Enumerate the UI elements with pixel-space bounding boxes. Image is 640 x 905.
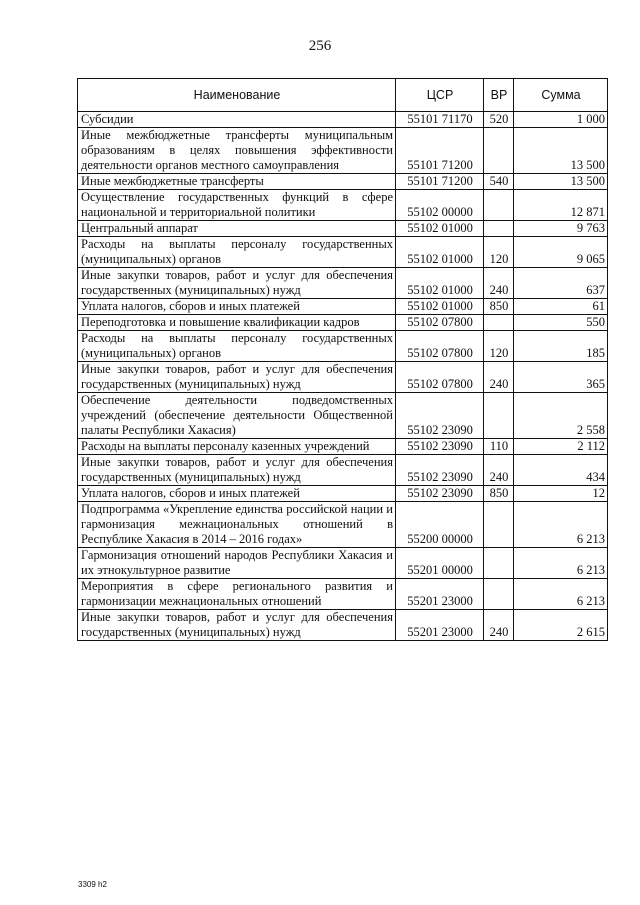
row-csr: 55102 07800 (396, 362, 484, 393)
row-name: Центральный аппарат (78, 221, 396, 237)
table-row (78, 299, 608, 315)
row-vr (484, 502, 514, 548)
row-vr: 850 (484, 486, 514, 502)
row-csr: 55102 07800 (396, 315, 484, 331)
table-row (78, 112, 608, 128)
row-vr: 520 (484, 112, 514, 128)
row-name: Подпрограмма «Укрепление единства российской нации и гармонизация межнациональных отношений в Республике Хакасия в 2014 – 2016 годах» (78, 502, 396, 548)
row-csr: 55102 23090 (396, 455, 484, 486)
row-name: Субсидии (78, 112, 396, 128)
table-row (78, 455, 608, 486)
row-name: Иные межбюджетные трансферты муниципальным образованиям в целях повышения эффективности деятельности органов местного самоуправления (78, 128, 396, 174)
row-name: Иные закупки товаров, работ и услуг для обеспечения государственных (муниципальных) нужд (78, 268, 396, 299)
header-csr: ЦСР (396, 79, 484, 112)
table-row (78, 331, 608, 362)
row-name: Гармонизация отношений народов Республики Хакасия и их этнокультурное развитие (78, 548, 396, 579)
row-csr: 55201 23000 (396, 610, 484, 641)
row-csr: 55102 01000 (396, 237, 484, 268)
table-row (78, 439, 608, 455)
table-row (78, 190, 608, 221)
row-sum: 185 (514, 331, 608, 362)
header-name: Наименование (78, 79, 396, 112)
row-csr: 55102 23090 (396, 439, 484, 455)
row-csr: 55201 23000 (396, 579, 484, 610)
header-sum: Сумма (514, 79, 608, 112)
row-name: Расходы на выплаты персоналу государственных (муниципальных) органов (78, 237, 396, 268)
table-row (78, 486, 608, 502)
row-csr: 55201 00000 (396, 548, 484, 579)
table-row (78, 174, 608, 190)
row-name: Уплата налогов, сборов и иных платежей (78, 299, 396, 315)
table-row (78, 393, 608, 439)
row-name: Расходы на выплаты персоналу государственных (муниципальных) органов (78, 331, 396, 362)
row-csr: 55101 71200 (396, 174, 484, 190)
table-row (78, 268, 608, 299)
row-vr: 110 (484, 439, 514, 455)
row-sum: 2 558 (514, 393, 608, 439)
row-csr: 55102 07800 (396, 331, 484, 362)
row-sum: 13 500 (514, 174, 608, 190)
table-row (78, 315, 608, 331)
row-vr: 240 (484, 610, 514, 641)
row-name: Переподготовка и повышение квалификации кадров (78, 315, 396, 331)
table-row (78, 128, 608, 174)
row-name: Осуществление государственных функций в сфере национальной и территориальной политики (78, 190, 396, 221)
row-vr (484, 315, 514, 331)
row-vr (484, 221, 514, 237)
row-sum: 365 (514, 362, 608, 393)
row-vr: 240 (484, 362, 514, 393)
footer-code: 3309 h2 (78, 880, 107, 889)
table-header-row (78, 79, 608, 112)
row-name: Уплата налогов, сборов и иных платежей (78, 486, 396, 502)
row-sum: 12 871 (514, 190, 608, 221)
row-sum: 6 213 (514, 502, 608, 548)
budget-table (77, 78, 608, 641)
table-row (78, 237, 608, 268)
table-row (78, 610, 608, 641)
page-number: 256 (308, 38, 332, 54)
row-sum: 9 065 (514, 237, 608, 268)
row-sum: 2 615 (514, 610, 608, 641)
row-csr: 55200 00000 (396, 502, 484, 548)
row-name: Иные закупки товаров, работ и услуг для обеспечения государственных (муниципальных) нужд (78, 610, 396, 641)
row-sum: 12 (514, 486, 608, 502)
row-vr: 120 (484, 331, 514, 362)
row-csr: 55102 01000 (396, 268, 484, 299)
row-sum: 13 500 (514, 128, 608, 174)
row-sum: 434 (514, 455, 608, 486)
table-row (78, 362, 608, 393)
row-sum: 9 763 (514, 221, 608, 237)
row-vr: 240 (484, 455, 514, 486)
row-name: Иные закупки товаров, работ и услуг для обеспечения государственных (муниципальных) нужд (78, 362, 396, 393)
table-row (78, 579, 608, 610)
row-name: Обеспечение деятельности подведомственных учреждений (обеспечение деятельности Общественной палаты Республики Хакасия) (78, 393, 396, 439)
row-name: Иные межбюджетные трансферты (78, 174, 396, 190)
table-row (78, 221, 608, 237)
row-vr (484, 128, 514, 174)
row-vr: 240 (484, 268, 514, 299)
row-name: Мероприятия в сфере регионального развития и гармонизации межнациональных отношений (78, 579, 396, 610)
row-csr: 55102 23090 (396, 393, 484, 439)
row-sum: 6 213 (514, 579, 608, 610)
header-vr: ВР (484, 79, 514, 112)
row-vr: 120 (484, 237, 514, 268)
row-sum: 550 (514, 315, 608, 331)
row-name: Расходы на выплаты персоналу казенных учреждений (78, 439, 396, 455)
row-vr (484, 548, 514, 579)
row-name: Иные закупки товаров, работ и услуг для обеспечения государственных (муниципальных) нужд (78, 455, 396, 486)
table-row (78, 502, 608, 548)
row-vr: 540 (484, 174, 514, 190)
row-sum: 2 112 (514, 439, 608, 455)
row-csr: 55102 00000 (396, 190, 484, 221)
row-csr: 55101 71200 (396, 128, 484, 174)
row-vr: 850 (484, 299, 514, 315)
row-csr: 55102 01000 (396, 299, 484, 315)
row-sum: 61 (514, 299, 608, 315)
row-sum: 6 213 (514, 548, 608, 579)
row-csr: 55101 71170 (396, 112, 484, 128)
row-vr (484, 393, 514, 439)
row-csr: 55102 23090 (396, 486, 484, 502)
row-vr (484, 579, 514, 610)
row-vr (484, 190, 514, 221)
table-row (78, 548, 608, 579)
row-sum: 637 (514, 268, 608, 299)
row-sum: 1 000 (514, 112, 608, 128)
row-csr: 55102 01000 (396, 221, 484, 237)
